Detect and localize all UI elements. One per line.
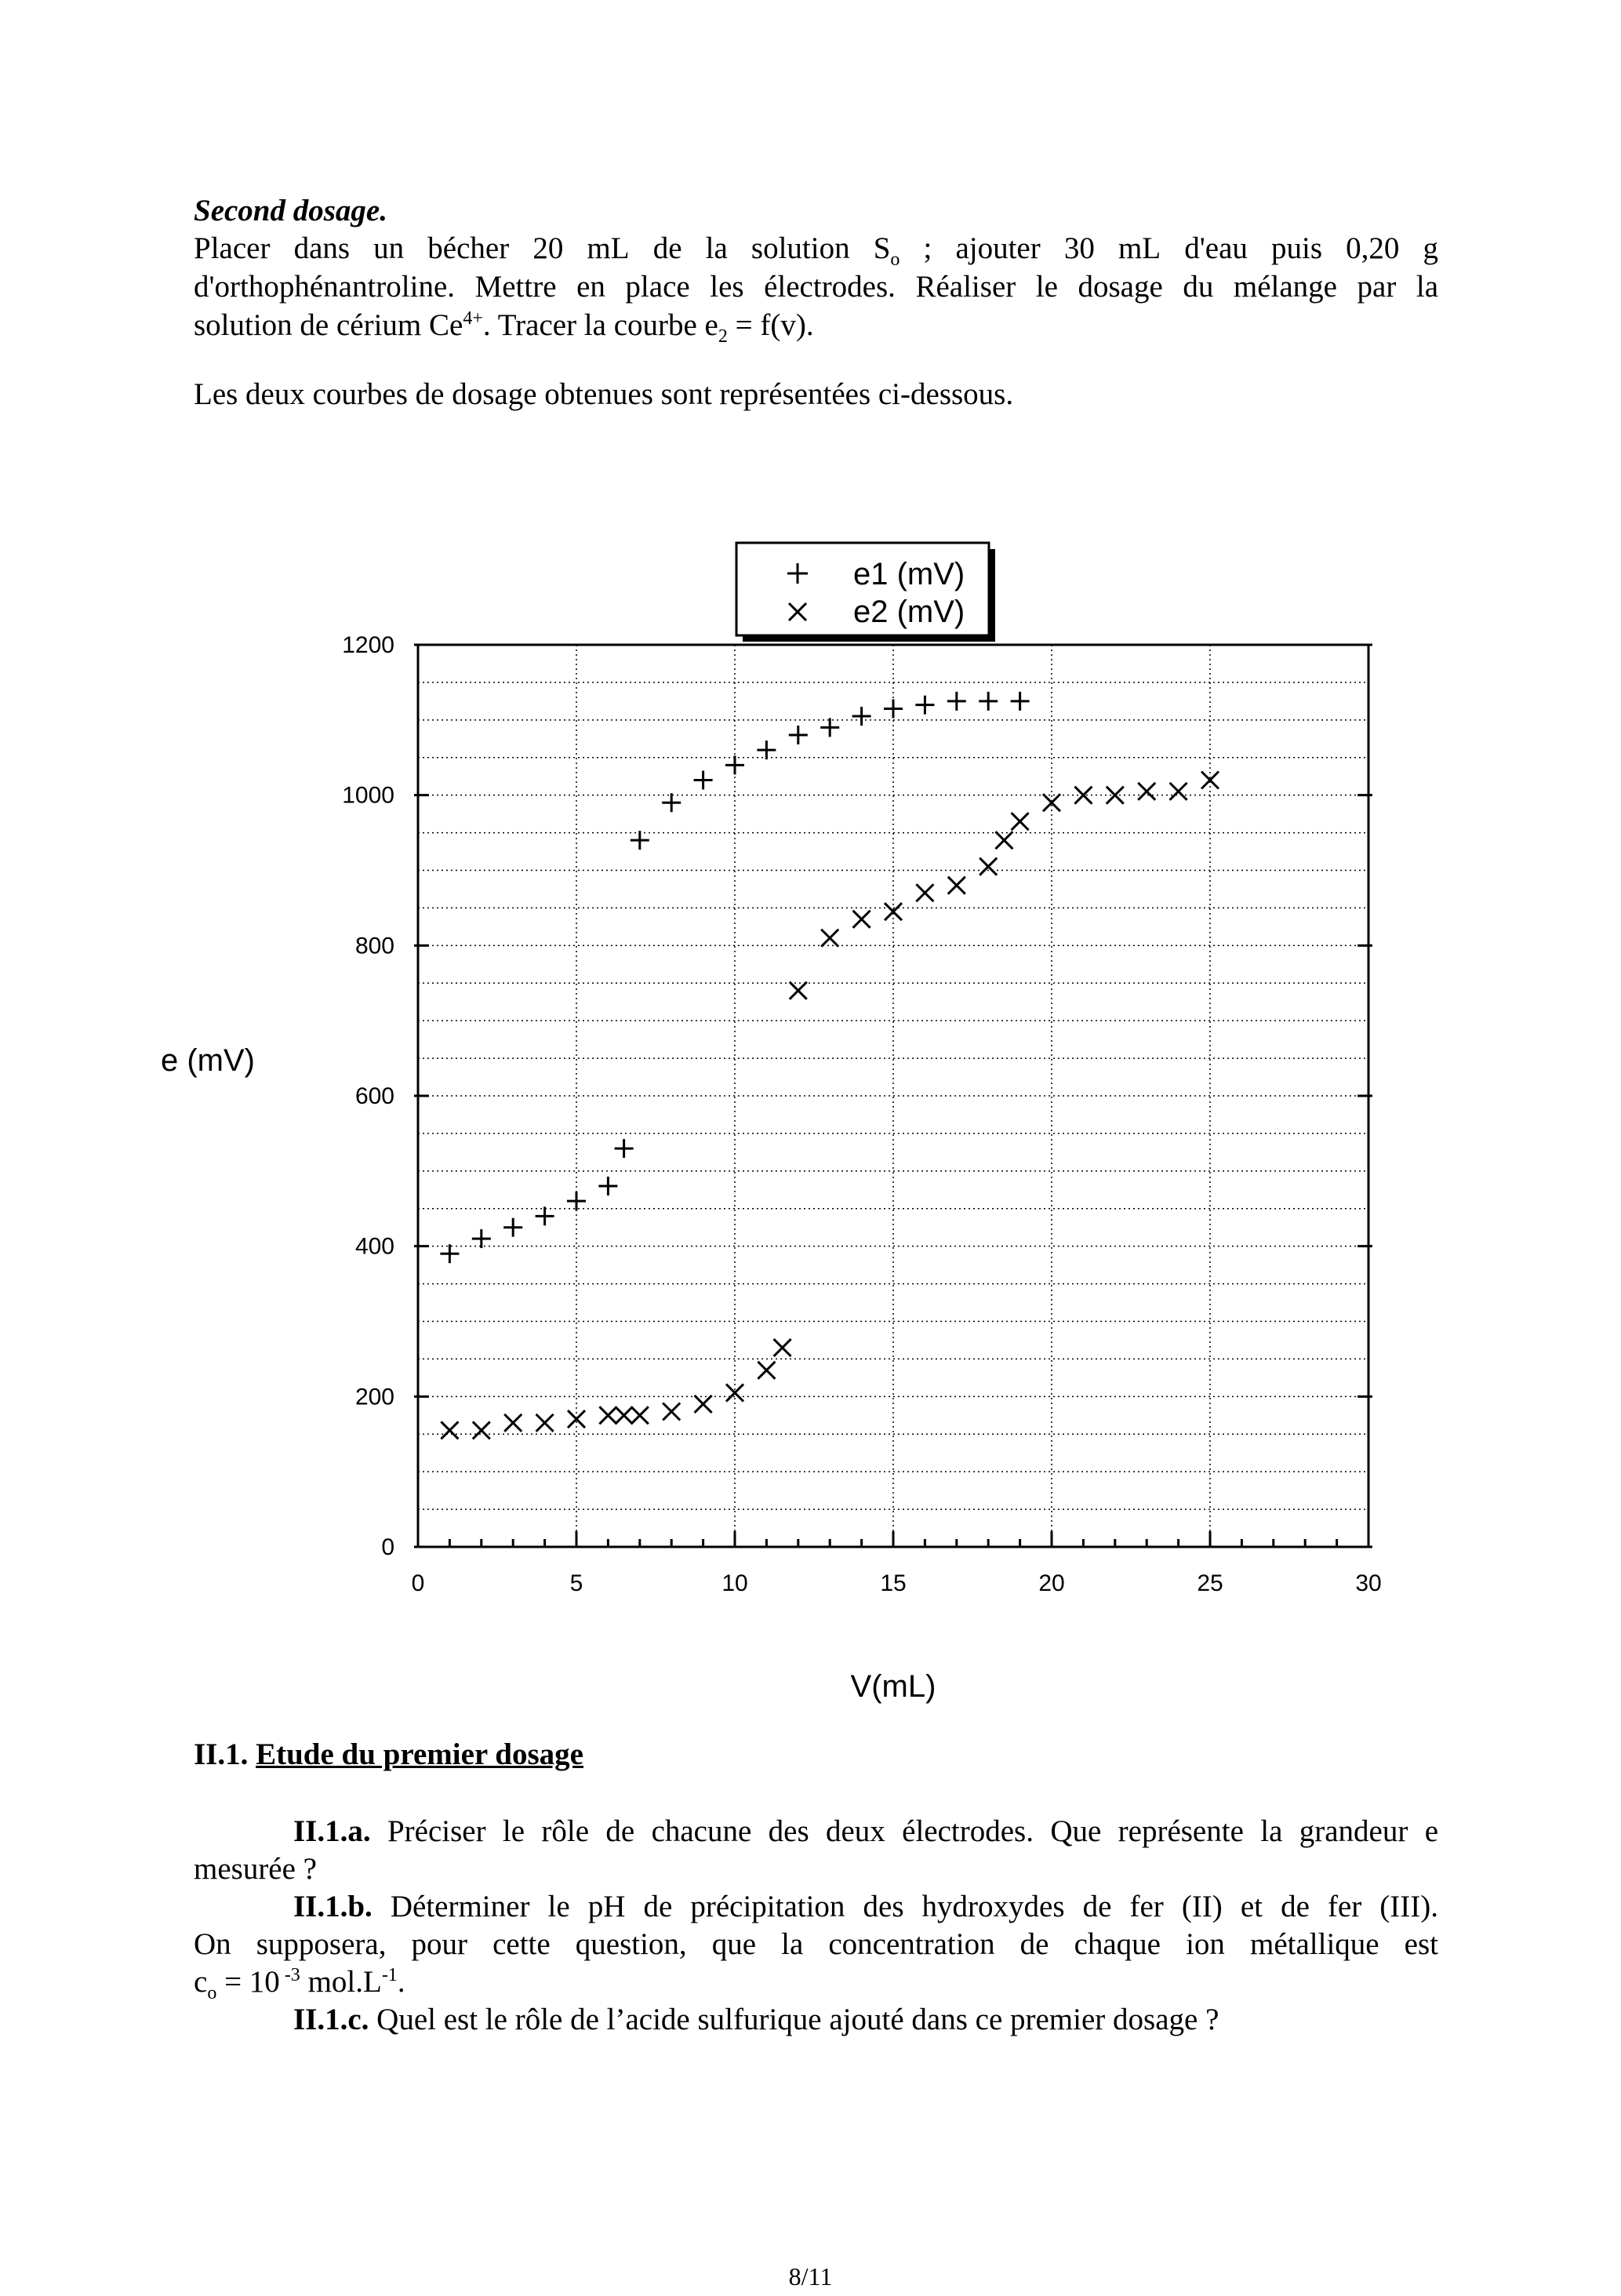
chart-legend <box>736 543 995 642</box>
data-point-e1 <box>536 1206 554 1225</box>
question-b-line-2: On supposera, pour cette question, que la concentration de chaque ion métallique est <box>194 1927 1438 1961</box>
line3-text-a: solution de cérium Ce <box>194 308 463 342</box>
question-a-line-1 <box>194 1812 1438 1850</box>
question-c-label: II.1.c. <box>293 2003 369 2036</box>
section-heading-title: Etude du premier dosage <box>256 1737 583 1771</box>
data-point-e1 <box>820 718 839 737</box>
data-point-e1 <box>852 707 871 726</box>
y-tick-label: 1000 <box>342 782 394 809</box>
paragraph-1-word: 20 <box>532 231 564 265</box>
x-tick-label: 20 <box>1038 1570 1065 1596</box>
c-symbol: c <box>194 1965 208 1999</box>
data-point-e1 <box>915 696 934 715</box>
data-point-e1 <box>631 831 649 850</box>
y-tick-label: 0 <box>381 1534 394 1560</box>
data-point-e2 <box>599 1406 616 1424</box>
y-tick-label: 400 <box>354 1233 394 1260</box>
paragraph-1-word: dans <box>293 231 351 265</box>
data-point-e2 <box>616 1406 633 1424</box>
data-point-e1 <box>947 692 966 711</box>
y-tick-label: 800 <box>354 933 394 959</box>
period: . <box>397 1965 405 1999</box>
data-point-e2 <box>695 1395 712 1413</box>
data-point-e1 <box>472 1229 491 1248</box>
data-point-e2 <box>980 858 997 875</box>
data-point-e2 <box>1138 783 1155 800</box>
data-point-e2 <box>948 877 965 894</box>
data-point-e1 <box>725 755 744 774</box>
exponent-1: -3 <box>279 1965 300 1985</box>
data-point-e2 <box>536 1414 554 1432</box>
data-point-e2 <box>504 1414 522 1432</box>
data-point-e1 <box>662 793 681 812</box>
line3-text-c: = f(v). <box>727 308 814 342</box>
data-point-e1 <box>757 740 776 759</box>
y-tick-label: 200 <box>354 1384 394 1410</box>
paragraph-1-word: 30 <box>1063 231 1095 265</box>
data-point-e2 <box>1107 787 1124 804</box>
data-point-e2 <box>774 1339 791 1356</box>
data-point-e2 <box>995 831 1012 849</box>
data-point-e2 <box>441 1421 458 1439</box>
chart-grid <box>418 645 1368 1547</box>
data-marks <box>440 692 1219 1439</box>
paragraph-2: Les deux courbes de dosage obtenues sont représentées ci-dessous. <box>194 377 1014 411</box>
question-c-line <box>194 2000 1438 2038</box>
x-tick-label: 5 <box>569 1570 583 1596</box>
question-b-label: II.1.b. <box>293 1890 373 1923</box>
question-b-line-1 <box>194 1887 1438 1925</box>
data-point-e2 <box>631 1406 649 1424</box>
paragraph-1-word: g <box>1423 231 1438 265</box>
paragraph-1-word: ; <box>923 231 932 265</box>
e2-subscript: 2 <box>718 326 728 347</box>
data-point-e1 <box>884 699 903 718</box>
data-point-e2 <box>916 884 933 901</box>
x-tick-label: 0 <box>411 1570 425 1596</box>
data-point-e1 <box>567 1192 586 1210</box>
data-point-e1 <box>1011 692 1030 711</box>
section-heading <box>194 1735 583 1774</box>
data-point-e1 <box>615 1139 634 1158</box>
paragraph-1-word: mL <box>587 231 630 265</box>
data-point-e1 <box>503 1218 522 1237</box>
paragraph-1-word: $S_o$ <box>873 231 900 270</box>
line3-text-b: . Tracer la courbe e <box>482 308 718 342</box>
paragraph-1-word: d'eau <box>1184 231 1248 265</box>
eq-ten: = 10 <box>216 1965 280 1999</box>
question-b-text: Déterminer le pH de précipitation des hydroxydes de fer (II) et de fer (III). <box>372 1890 1438 1923</box>
data-point-e2 <box>473 1421 490 1439</box>
paragraph-1-line-2: d'orthophénantroline. Mettre en place les électrodes. Réaliser le dosage du mélange par la <box>194 270 1438 304</box>
cerium-charge: 4+ <box>463 308 483 329</box>
paragraph-1-word: mL <box>1118 231 1161 265</box>
paragraph-1-word: Placer <box>194 231 271 265</box>
questions-block <box>194 1812 1438 2038</box>
exponent-2: -1 <box>381 1965 398 1985</box>
question-a-text: Préciser le rôle de chacune des deux électrodes. Que représente la grandeur e <box>370 1814 1438 1848</box>
legend-label-e1: e1 (mV) <box>853 557 965 591</box>
question-a-line-2: mesurée ? <box>194 1852 317 1886</box>
section-title: Second dosage. <box>194 194 387 227</box>
x-tick-label: 30 <box>1355 1570 1382 1596</box>
x-tick-labels <box>412 1570 1382 1596</box>
paragraph-1-word: la <box>705 231 728 265</box>
section-number: II.1. <box>194 1737 249 1771</box>
unit: mol.L <box>300 1965 382 1999</box>
x-axis-label: V(mL) <box>850 1669 936 1704</box>
x-tick-label: 15 <box>880 1570 907 1596</box>
y-tick-label: 600 <box>354 1083 394 1109</box>
paragraph-1-word: de <box>652 231 682 265</box>
legend-label-e2: e2 (mV) <box>853 595 965 629</box>
data-point-e1 <box>440 1244 459 1263</box>
data-point-e2 <box>1012 813 1029 830</box>
c-subscript: o <box>207 1982 217 2003</box>
question-b-line-3 <box>194 1963 1438 2003</box>
data-point-e2 <box>853 911 870 928</box>
page-number: 8/11 <box>788 2262 833 2291</box>
data-point-e2 <box>758 1362 775 1379</box>
y-tick-label: 1200 <box>342 632 394 658</box>
s0-subscript: o <box>890 249 900 270</box>
x-tick-label: 10 <box>721 1570 748 1596</box>
series-2 <box>441 772 1219 1439</box>
data-point-e1 <box>789 726 808 744</box>
data-point-e2 <box>821 930 838 947</box>
paragraph-1-word: un <box>373 231 405 265</box>
paragraph-1-word: bécher <box>427 231 510 265</box>
paragraph-1-word: ajouter <box>955 231 1041 265</box>
x-tick-label: 25 <box>1197 1570 1223 1596</box>
question-a-label: II.1.a. <box>293 1814 371 1848</box>
paragraph-1-word: solution <box>751 231 850 265</box>
data-point-e2 <box>790 982 807 999</box>
data-point-e1 <box>598 1177 617 1195</box>
paragraph-1-word: puis <box>1271 231 1323 265</box>
question-c-text: Quel est le rôle de l’acide sulfurique ajouté dans ce premier dosage ? <box>369 2003 1219 2036</box>
data-point-e2 <box>1170 783 1187 800</box>
y-axis-label: e (mV) <box>161 1043 255 1078</box>
y-tick-labels <box>342 632 394 1560</box>
paragraph-1-word: 0,20 <box>1346 231 1400 265</box>
data-point-e2 <box>663 1403 680 1421</box>
data-point-e1 <box>979 692 998 711</box>
data-point-e2 <box>885 903 902 920</box>
data-point-e1 <box>694 771 713 790</box>
